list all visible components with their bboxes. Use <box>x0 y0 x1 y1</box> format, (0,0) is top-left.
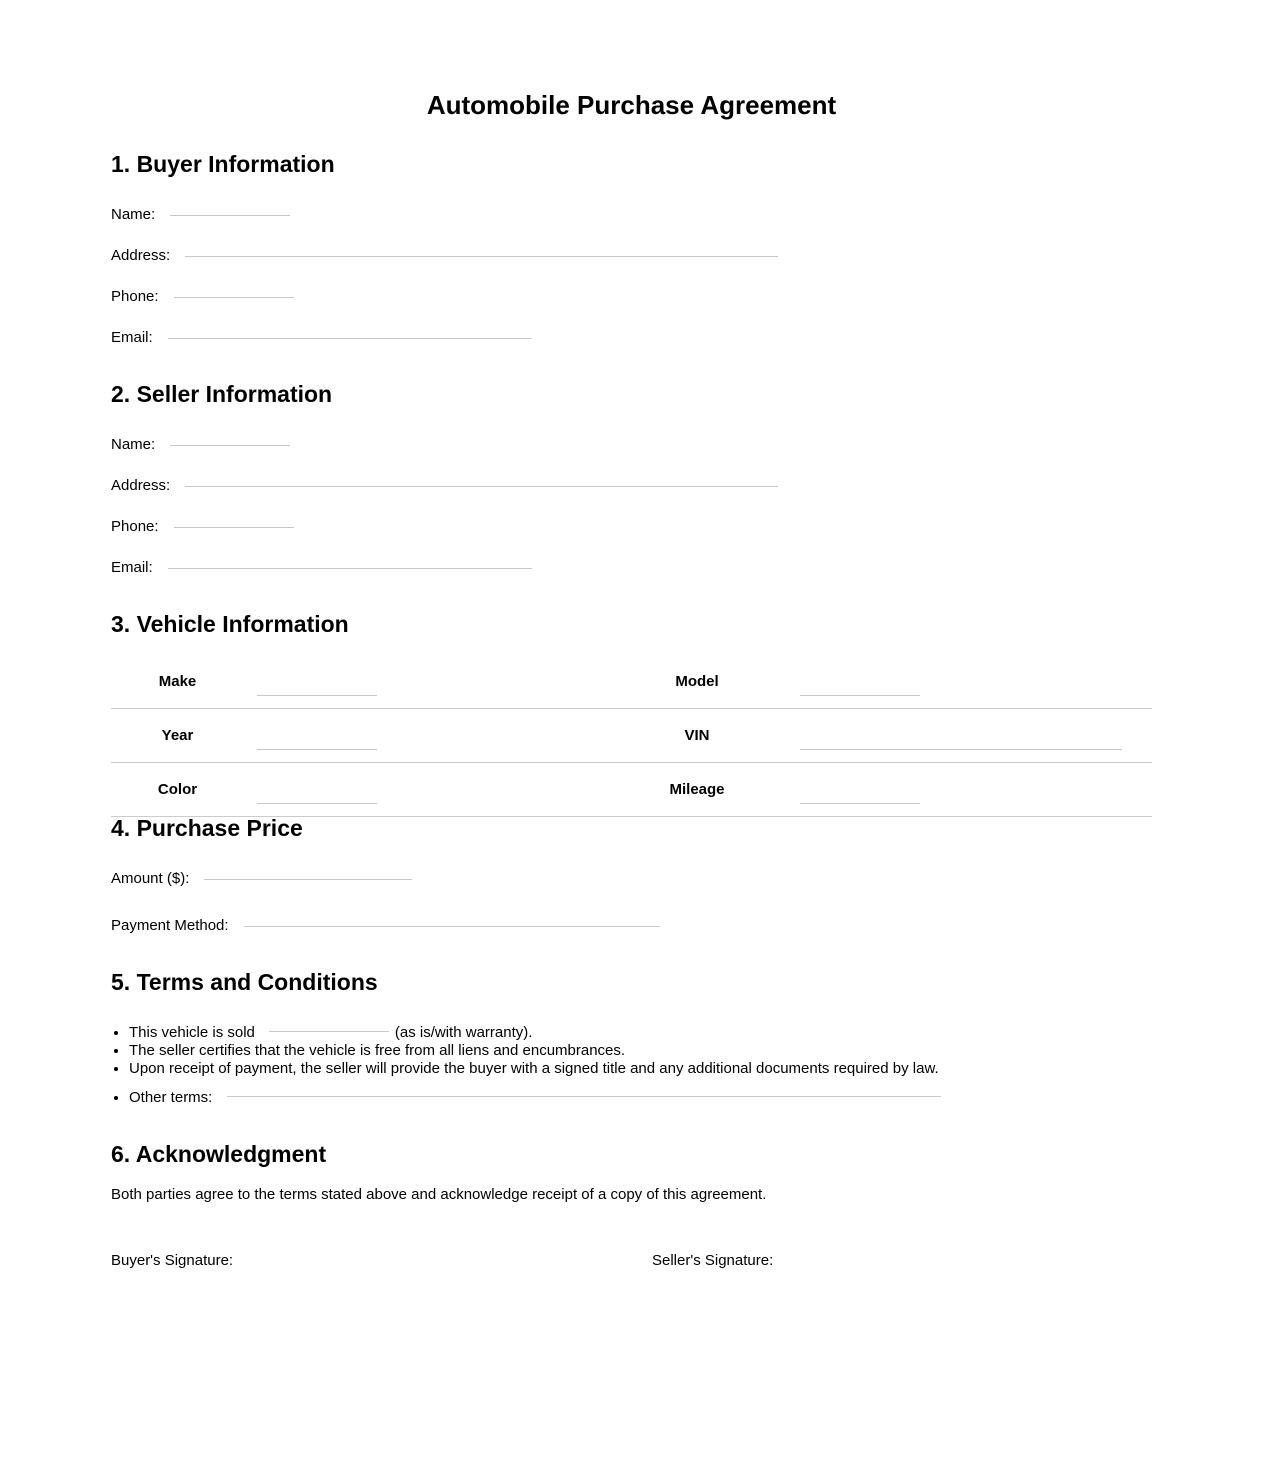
seller-phone-field <box>111 517 294 537</box>
make-label: Make <box>111 655 244 709</box>
document-title: Automobile Purchase Agreement <box>426 90 837 120</box>
price-section-heading: 4. Purchase Price <box>111 815 303 841</box>
seller-name-field <box>111 435 290 455</box>
buyer-section-heading: 1. Buyer Information <box>111 151 335 177</box>
vehicle-row-make-model <box>111 655 1152 709</box>
buyer-email-field <box>111 328 532 348</box>
model-input[interactable] <box>800 695 920 696</box>
terms-item-liens: • The seller certifies that the vehicle is free from all liens and encumbrances. <box>129 1042 1129 1060</box>
amount-label: Amount ($): <box>111 870 190 887</box>
color-input[interactable] <box>257 803 377 804</box>
buyer-address-input[interactable] <box>185 256 778 257</box>
warranty-prefix: This vehicle is sold <box>129 1024 255 1041</box>
buyer-email-input[interactable] <box>168 338 532 339</box>
terms-item-title: • Upon receipt of payment, the seller will provide the buyer with a signed title and any additional documents required by law. <box>129 1060 1129 1078</box>
amount-input[interactable] <box>204 879 412 880</box>
make-input[interactable] <box>257 695 377 696</box>
payment-method-label: Payment Method: <box>111 917 229 934</box>
seller-email-label: Email: <box>111 559 153 576</box>
seller-signature-label: Seller's Signature: <box>652 1252 774 1269</box>
acknowledgment-section-heading: 6. Acknowledgment <box>111 1141 327 1167</box>
acknowledgment-text: Both parties agree to the terms stated above and acknowledge receipt of a copy of this agreement. <box>111 1186 767 1203</box>
seller-phone-input[interactable] <box>174 527 294 528</box>
seller-address-field <box>111 476 778 496</box>
terms-section-heading: 5. Terms and Conditions <box>111 969 378 995</box>
seller-address-input[interactable] <box>185 486 778 487</box>
seller-email-input[interactable] <box>168 568 532 569</box>
buyer-address-field <box>111 246 778 266</box>
buyer-phone-label: Phone: <box>111 288 159 305</box>
buyer-address-label: Address: <box>111 247 171 264</box>
terms-item-other <box>129 1089 1129 1107</box>
vehicle-row-year-vin <box>111 709 1152 763</box>
buyer-name-field <box>111 205 290 225</box>
buyer-phone-input[interactable] <box>174 297 294 298</box>
year-input[interactable] <box>257 749 377 750</box>
vin-label: VIN <box>644 709 750 763</box>
payment-method-input[interactable] <box>244 926 660 927</box>
seller-name-label: Name: <box>111 436 156 453</box>
buyer-email-label: Email: <box>111 329 153 346</box>
seller-section-heading: 2. Seller Information <box>111 381 333 407</box>
terms-item-warranty <box>129 1024 1129 1042</box>
vehicle-row-color-mileage <box>111 763 1152 817</box>
other-terms-label: Other terms: <box>129 1089 213 1106</box>
buyer-name-input[interactable] <box>170 215 290 216</box>
mileage-input[interactable] <box>800 803 920 804</box>
terms-list <box>111 1024 1129 1107</box>
other-terms-input[interactable] <box>227 1096 941 1097</box>
year-label: Year <box>111 709 244 763</box>
payment-method-field <box>111 916 660 936</box>
buyer-signature-label: Buyer's Signature: <box>111 1252 234 1269</box>
buyer-name-label: Name: <box>111 206 156 223</box>
vehicle-section-heading: 3. Vehicle Information <box>111 611 349 637</box>
seller-name-input[interactable] <box>170 445 290 446</box>
seller-email-field <box>111 558 532 578</box>
seller-address-label: Address: <box>111 477 171 494</box>
color-label: Color <box>111 763 244 817</box>
warranty-suffix: (as is/with warranty). <box>394 1024 533 1041</box>
mileage-label: Mileage <box>644 763 750 817</box>
vin-input[interactable] <box>800 749 1122 750</box>
warranty-input[interactable] <box>269 1031 389 1032</box>
seller-phone-label: Phone: <box>111 518 159 535</box>
amount-field <box>111 869 412 889</box>
model-label: Model <box>644 655 750 709</box>
buyer-phone-field <box>111 287 294 307</box>
vehicle-info-table <box>111 655 1152 817</box>
